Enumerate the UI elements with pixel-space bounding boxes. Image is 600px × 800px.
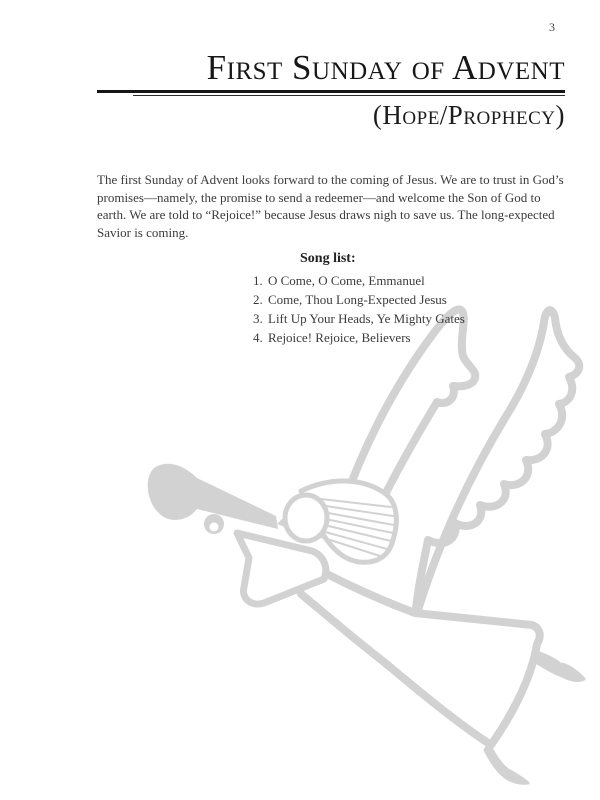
page-title: First Sunday of Advent — [206, 48, 565, 87]
title-rule-thin — [133, 95, 565, 96]
title-rule-thick — [97, 90, 565, 93]
song-list-heading: Song list: — [300, 251, 356, 266]
intro-paragraph: The first Sunday of Advent looks forward to the coming of Jesus. We are to trust in God’s promises—namely, the promise to send a redeemer—and welcome the Son of God to earth. We are told to “Rejoice!” because Jesus draws nigh to save us. The long-expected Savior is coming. — [97, 172, 564, 240]
song-list-item: 4. Rejoice! Rejoice, Believers — [266, 328, 480, 347]
page-subtitle: (Hope/Prophecy) — [372, 100, 565, 130]
song-list-item: 2. Come, Thou Long-Expected Jesus — [266, 290, 480, 309]
page-number: 3 — [549, 20, 555, 34]
song-list-item: 1. O Come, O Come, Emmanuel — [266, 271, 480, 290]
song-list-section — [250, 251, 480, 347]
song-list — [250, 271, 480, 347]
song-list-item: 3. Lift Up Your Heads, Ye Mighty Gates — [266, 309, 480, 328]
